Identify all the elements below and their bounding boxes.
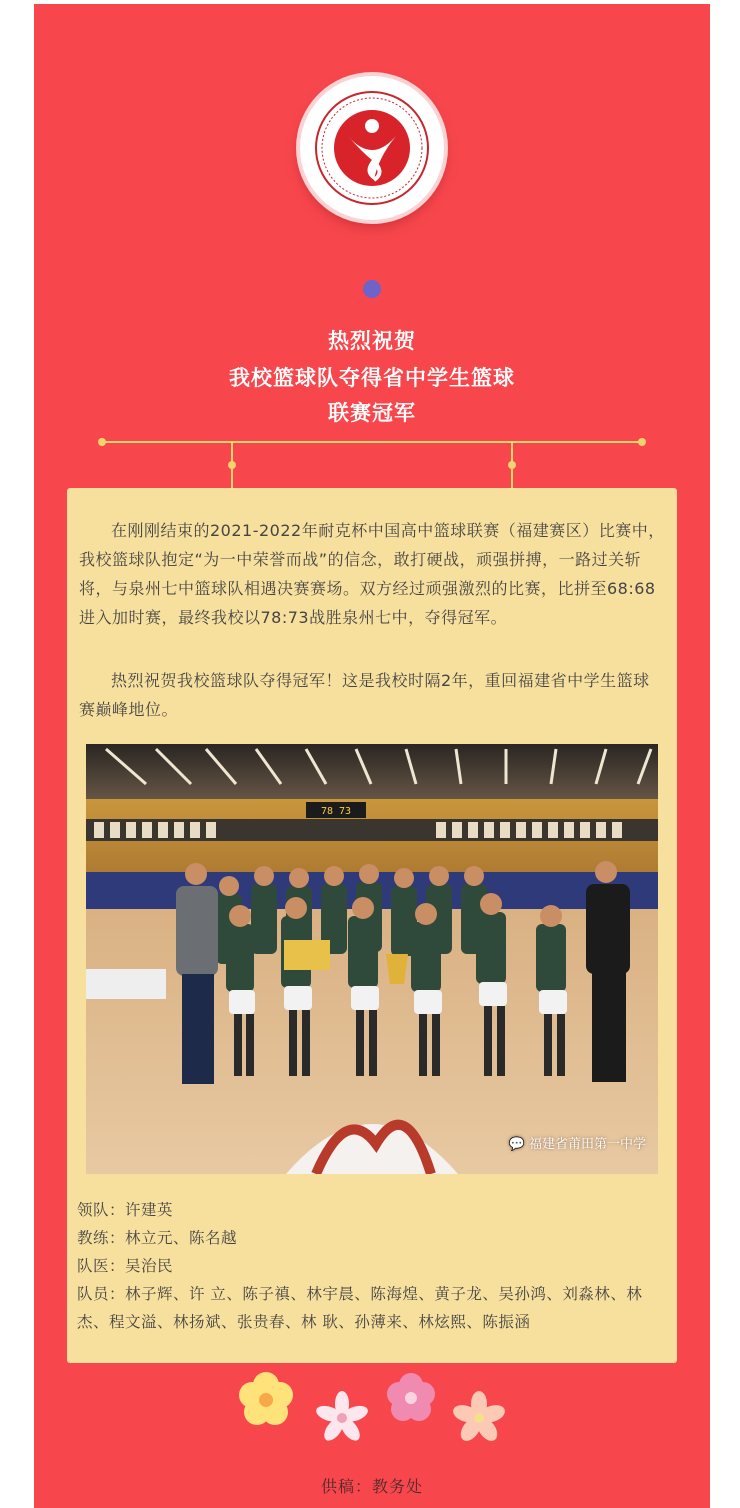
- flower-icon-peach: [451, 1391, 507, 1445]
- photo-watermark: [509, 1133, 646, 1152]
- flower-icon-white: [314, 1391, 370, 1444]
- hanger-dot-left: [228, 461, 236, 469]
- roster-leader: 领队：许建英: [77, 1201, 174, 1219]
- article-paragraph-2: 热烈祝贺我校篮球队夺得冠军！这是我校时隔2年，重回福建省中学生篮球赛巅峰地位。: [79, 671, 650, 719]
- page-title-line3: 联赛冠军: [328, 401, 416, 425]
- footer-credit: 供稿：教务处: [320, 1477, 423, 1496]
- wechat-icon: 💬: [508, 1137, 525, 1152]
- roster-players: 队员：林子辉、许 立、陈子禛、林宇晨、陈海煌、黄子龙、吴孙鸿、刘淼林、林 杰、程文溢、林扬斌、张贵春、林 耿、孙薄来、林炫熙、陈振涵: [77, 1285, 643, 1331]
- divider-dot-left: [98, 438, 106, 446]
- divider-line: [102, 441, 642, 443]
- roster-coaches: 教练：林立元、陈名越: [77, 1229, 238, 1247]
- article-card: [67, 488, 677, 1363]
- divider-dot-right: [638, 438, 646, 446]
- article-paragraph-1: 在刚刚结束的2021-2022年耐克杯中国高中篮球联赛（福建赛区）比赛中，我校篮球队抱定“为一中荣誉而战”的信念，敢打硬战，顽强拼搏，一路过关斩将，与泉州七中篮球队相遇决赛赛场。双方经过顽强激烈的比赛，比拼至68:68进入加时赛，最终我校以78:73战胜泉州七中，夺得冠军。: [79, 521, 665, 627]
- roster-doctor: 队医：吴治民: [77, 1257, 174, 1275]
- scoreboard-text: 78 73: [320, 806, 352, 817]
- school-emblem: [300, 76, 444, 220]
- page-title-line2: 我校篮球队夺得省中学生篮球: [229, 366, 515, 390]
- poster: [34, 0, 710, 1508]
- hanger-dot-right: [508, 461, 516, 469]
- flower-decoration: [34, 1372, 710, 1452]
- flower-icon-yellow: [239, 1372, 293, 1425]
- photo-watermark-text: 福建省莆田第一中学: [528, 1137, 646, 1152]
- page-title-line1: 热烈祝贺: [328, 329, 416, 353]
- flower-icon-pink: [387, 1373, 435, 1421]
- top-border: [34, 0, 710, 4]
- decorative-dot: [363, 280, 381, 298]
- team-photo: [86, 744, 658, 1174]
